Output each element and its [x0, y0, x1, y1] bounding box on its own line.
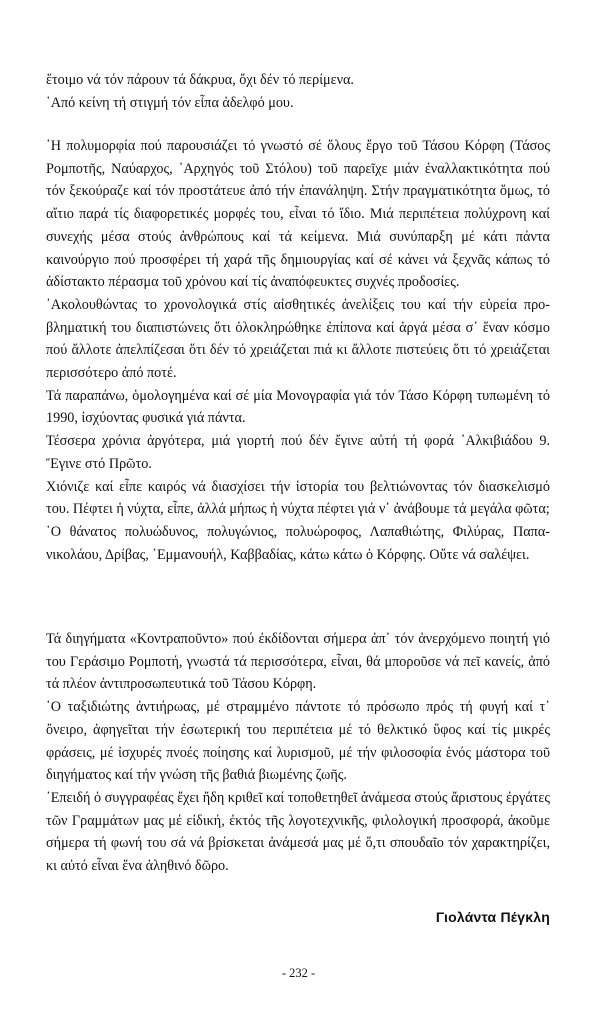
author-signature: Γιολάντα Πέγκλη — [435, 909, 550, 925]
paragraph: Τέσσερα χρόνια ἀργότερα, μιά γιορτή πού δέν ἔγινε αὐτή τή φορά ᾿Αλκιβιάδου 9. Ἔγινε στό Πρῶτο. — [46, 433, 550, 472]
text-section-1 — [46, 69, 550, 114]
text-section-2 — [46, 135, 550, 566]
paragraph: ᾿Ακολουθώντας το χρονολογικά στίς αἰσθητικές ἀνελίξεις του καί τήν εὑρεία προβληματική του διαπιστώνεις ὅτι ὁλοκληρώθηκε ἐπίπονα καί ἀργά μέσα σ᾿ ἕναν κόσμο πού ἄλλοτε ἀπελπίζεσαι ὅτι δέν τό χρειάζεται πιά κι ἄλλοτε πιστεύεις ὅτι τό χρειάζεται περισσότερο ἀπό ποτέ. — [46, 296, 550, 382]
paragraph: Τά παραπάνω, ὁμολογημένα καί σέ μία Μονογραφία γιά τόν Τάσο Κόρφη τυπωμένη τό 1990, ἰσχύοντας φυσικά γιά πάντα. — [46, 387, 550, 427]
paragraph: Χιόνιζε καί εἶπε καιρός νά διασχίσει τήν ἱστορία του βελτιώνοντας τόν διασκελισμό του. Πέφτει ἡ νύχτα, εἶπε, ἀλλά μήπως ἡ νύχτα πέφτει γιά ν᾿ ἀνάβουμε τά μεγάλα φῶτα; — [46, 478, 550, 518]
text-section-3 — [46, 628, 550, 878]
page-number: - 232 - — [281, 966, 316, 980]
paragraph: ἕτοιμο νά τόν πάρουν τά δάκρυα, ὄχι δέν τό περίμενα. — [46, 72, 354, 88]
paragraph: ῾Ο ταξιδιώτης ἀντιήρωας, μέ στραμμένο πάντοτε τό πρόσωπο πρός τή φυγή καί τ᾿ ὄνειρο, ἀφηγεῖται τήν ἐσωτερική του περιπέτεια μέ τό θελκτικό ὕφος καί τίς μικρές φράσεις, μέ ἰσχυρές πνοές ποίησης καί λυρισμοῦ, μέ τήν φιλοσοφία ἑνός μάστορα τοῦ διηγήματος καί τήν γνώση τῆς βαθιά βιωμένης ζωῆς. — [46, 699, 550, 784]
paragraph: ῾Από κείνη τή στιγμή τόν εἶπα ἀδελφό μου. — [46, 94, 294, 111]
paragraph: ῾Ο θάνατος πολυώδυνος, πολυγώνιος, πολυώροφος, Λαπαθιώτης, Φιλύρας, Παπανικολάου, Δρίβας, ῾Εμμανουήλ, Καββαδίας, κάτω κάτω ὁ Κόρφης. Οὔτε νά σαλέψει. — [46, 523, 550, 563]
paragraph: ᾿Επειδή ὁ συγγραφέας ἔχει ἤδη κριθεῖ καί τοποθετηθεῖ ἀνάμεσα στούς ἄριστους ἐργάτες τῶν Γραμμάτων μας μέ εἰδική, ἐκτός τῆς λογοτεχνικῆς, φιλολογική προσφορά, ἀκοῦμε σήμερα τή φωνή του σά νά βρίσκεται ἀνάμεσά μας μέ ὅ,τι σπουδαῖο τόν χαρακτηρίζει, κι αὐτό εἶναι ἕνα ἀληθινό δῶρο. — [46, 789, 550, 875]
paragraph: Τά διηγήματα «Κοντραποῦντο» πού ἐκδίδονται σήμερα ἀπ᾿ τόν ἀνερχόμενο ποιητή γιό του Γεράσιμο Ρομποτή, γνωστά τά περισσότερα, εἶναι, θά μποροῦσε νά πεῖ κανείς, ἀπό τά πλέον ἀντιπροσωπευτικά τοῦ Τάσου Κόρφη. — [46, 631, 550, 693]
paragraph: ῾Η πολυμορφία πού παρουσιάζει τό γνωστό σέ ὅλους ἔργο τοῦ Τάσου Κόρφη (Τάσος Ρομποτῆς, Ναύαρχος, ᾿Αρχηγός τοῦ Στόλου) τοῦ παρεῖχε μιάν ἐναλλακτικότητα πού τόν ξεκούραζε καί τόν προστάτευε ἀπό τήν ἐπανάληψη. Στήν πραγματικότητα ὅμως, τό αἴτιο παρά τίς διαφορετικές μορφές του, εἶναι τό ἴδιο. Μιά περιπέτεια πολύχρονη καί συνεχής μέσα στούς ἀνθρώπους καί τά κείμενα. Μιά συνύπαρξη μέ κάτι πάντα καινούργιο πού προσφέρει τή χαρά τῆς δημιουργίας καί σέ κάνει νά ξεχνᾶς κάπως τό ἀδίστακτο πέρασμα τοῦ χρόνου καί τίς ἀναπόφευκτες συχνές προδοσίες. — [46, 138, 550, 291]
